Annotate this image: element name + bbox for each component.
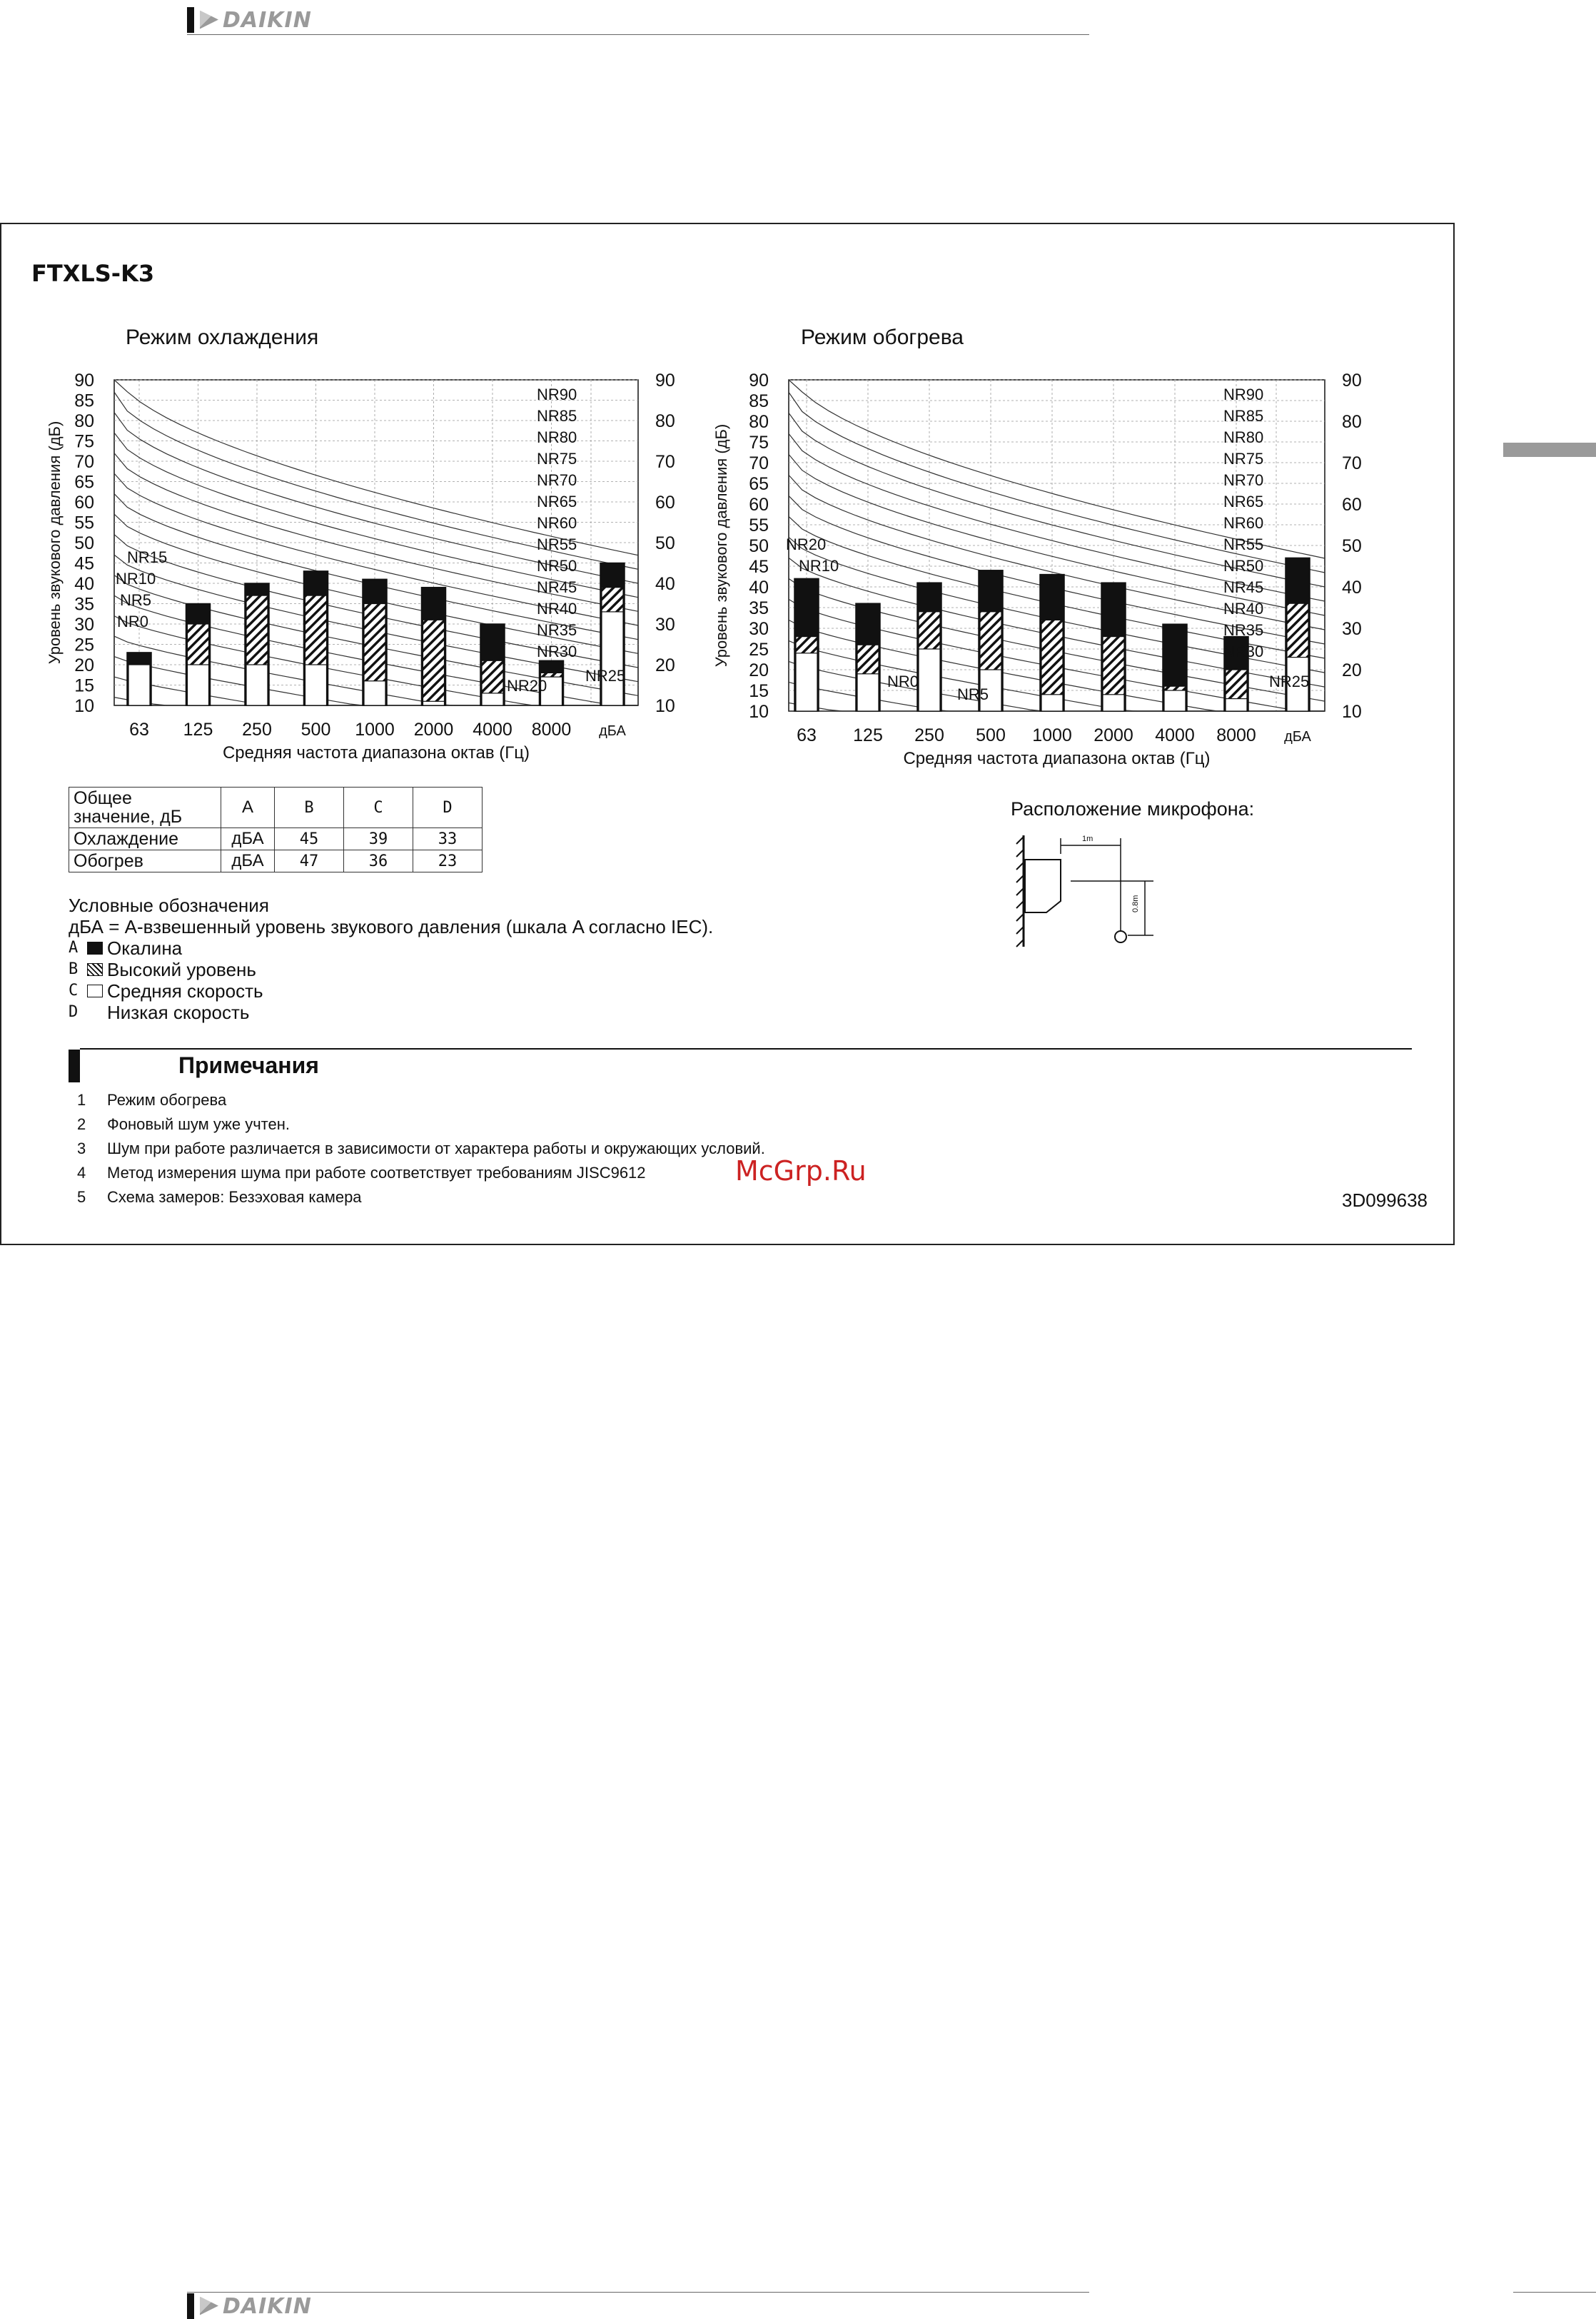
y-tick-label: 10 (749, 702, 769, 722)
y-tick-label: 25 (74, 635, 94, 655)
y-tick-label: 55 (749, 515, 769, 535)
footer-rule (187, 2292, 1089, 2293)
nr-label: NR20 (507, 677, 547, 695)
y-tick-label: 70 (749, 453, 769, 473)
x-axis-label: Средняя частота диапазона октав (Гц) (903, 749, 1211, 768)
cooling-chart-title: Режим охлаждения (126, 326, 319, 349)
y2-tick-label: 20 (1342, 660, 1362, 680)
y-tick-label: 40 (74, 574, 94, 594)
nr-label: NR55 (537, 535, 577, 553)
x-tick-label-dba: дБА (1284, 729, 1311, 745)
x-tick-label: 1000 (1032, 725, 1072, 745)
x-tick-label: 4000 (1155, 725, 1195, 745)
legend-label: Низкая скорость (107, 1002, 250, 1023)
legend-label: Средняя скорость (107, 980, 263, 1002)
y-tick-label: 75 (749, 433, 769, 453)
nr-label: NR75 (537, 450, 577, 468)
y-tick-label: 25 (749, 640, 769, 660)
y-tick-label: 45 (74, 553, 94, 574)
nr-label: NR60 (1223, 514, 1264, 532)
nr-label: NR70 (537, 471, 577, 489)
summary-row-label: Обогрев (69, 850, 221, 872)
nr-label: NR90 (1223, 386, 1264, 403)
nr-label: NR5 (957, 685, 989, 703)
y-tick-label: 65 (74, 472, 94, 493)
x-tick-label: 125 (183, 720, 213, 740)
y2-tick-label: 70 (655, 452, 675, 472)
nr-label: NR80 (1223, 428, 1264, 446)
y-tick-label: 30 (749, 619, 769, 639)
summary-row-label: Охлаждение (69, 828, 221, 850)
nr-label: NR60 (537, 514, 577, 532)
y2-tick-label: 50 (1342, 536, 1362, 556)
x-tick-label: 2000 (1094, 725, 1133, 745)
indoor-unit-icon (1025, 860, 1061, 912)
microphone-diagram (0, 0, 1596, 971)
nr-label: NR45 (537, 578, 577, 596)
y2-tick-label: 10 (1342, 702, 1362, 722)
y-tick-label: 30 (74, 615, 94, 635)
nr-label: NR30 (537, 643, 577, 660)
document-id: 3D099638 (1342, 1189, 1428, 1211)
y-tick-label: 35 (749, 598, 769, 618)
x-tick-label: 250 (914, 725, 944, 745)
note-item: 3 Шум при работе различается в зависимости от характера работы и окружающих условий. (77, 1140, 765, 1157)
microphone-icon (1115, 931, 1126, 942)
summary-header-label: Общее значение, дБ (69, 788, 221, 828)
summary-value: 47 (275, 850, 344, 872)
y-tick-label: 55 (74, 513, 94, 533)
summary-value: 39 (344, 828, 413, 850)
y-axis-label: Уровень звукового давления (дБ) (46, 421, 64, 665)
y2-tick-label: 40 (1342, 578, 1362, 598)
x-tick-label: 500 (300, 720, 331, 740)
mic-dist-horizontal: 1m (1082, 835, 1094, 843)
nr-label: NR85 (1223, 407, 1264, 425)
daikin-logo-icon (200, 2297, 218, 2315)
y2-tick-label: 20 (655, 655, 675, 675)
legend-label: Высокий уровень (107, 959, 256, 980)
nr-label: NR30 (1223, 643, 1264, 660)
y2-tick-label: 40 (655, 574, 675, 594)
white-swatch-icon (87, 985, 103, 997)
y-tick-label: 50 (74, 533, 94, 553)
nr-label: NR55 (1223, 535, 1264, 553)
x-tick-label: 250 (242, 720, 272, 740)
y-tick-label: 35 (74, 594, 94, 615)
y2-tick-label: 80 (1342, 412, 1362, 432)
footer-rule-right (1513, 2292, 1596, 2293)
legend-label: Окалина (107, 937, 183, 959)
nr-label: NR0 (117, 613, 149, 630)
y2-tick-label: 90 (655, 371, 675, 391)
summary-header-c: C (344, 788, 413, 828)
nr-label: NR25 (1269, 673, 1310, 690)
nr-label: NR85 (537, 407, 577, 425)
y-tick-label: 70 (74, 452, 94, 472)
x-tick-label: 2000 (413, 720, 454, 740)
notes-title: Примечания (178, 1052, 319, 1078)
nr-label: NR40 (537, 600, 577, 618)
heating-chart-title: Режим обогрева (801, 326, 964, 349)
x-tick-label: 8000 (1216, 725, 1256, 745)
footer-brand-text: DAIKIN (223, 2293, 312, 2319)
y2-tick-label: 50 (655, 533, 675, 553)
y-axis-label: Уровень звукового давления (дБ) (712, 423, 730, 668)
x-tick-label: 63 (129, 720, 149, 740)
summary-unit: дБА (221, 850, 275, 872)
legend-title: Условные обозначения (69, 895, 269, 916)
summary-header-b: B (275, 788, 344, 828)
x-tick-label: 63 (797, 725, 817, 745)
nr-label: NR65 (537, 493, 577, 510)
y-tick-label: 60 (74, 493, 94, 513)
y-tick-label: 20 (749, 660, 769, 680)
y-tick-label: 50 (749, 536, 769, 556)
x-tick-label: 4000 (473, 720, 512, 740)
summary-header-a: A (221, 788, 275, 828)
nr-label: NR65 (1223, 493, 1264, 510)
x-tick-label: 125 (853, 725, 883, 745)
nr-label: NR80 (537, 428, 577, 446)
y-tick-label: 80 (749, 412, 769, 432)
y2-tick-label: 80 (655, 411, 675, 431)
notes-list (77, 1088, 765, 1209)
legend-key: D (69, 1003, 79, 1021)
summary-value: 45 (275, 828, 344, 850)
x-axis-label: Средняя частота диапазона октав (Гц) (222, 743, 530, 763)
legend-item-low (69, 1002, 713, 1023)
nr-label: NR90 (537, 386, 577, 403)
nr-label: NR5 (120, 591, 152, 609)
x-tick-label: 500 (976, 725, 1006, 745)
nr-label: NR50 (537, 557, 577, 575)
x-tick-label: 1000 (355, 720, 395, 740)
nr-label: NR10 (116, 570, 156, 588)
y-tick-label: 75 (74, 431, 94, 452)
y-tick-label: 40 (749, 578, 769, 598)
nr-label: NR40 (1223, 600, 1264, 618)
y-tick-label: 10 (74, 696, 94, 716)
watermark: McGrp.Ru (735, 1155, 867, 1187)
header-brand-text: DAIKIN (223, 7, 312, 33)
y-tick-label: 15 (74, 675, 94, 696)
legend-key: B (69, 960, 79, 978)
legend-key: A (69, 939, 79, 957)
legend-dba-definition: дБА = A-взвешенный уровень звукового давления (шкала A согласно IEC). (69, 916, 714, 937)
y2-tick-label: 60 (655, 493, 675, 513)
note-item: 1 Режим обогрева (77, 1091, 227, 1109)
x-tick-label-dba: дБА (599, 723, 626, 739)
summary-value: 23 (413, 850, 483, 872)
y2-tick-label: 90 (1342, 371, 1362, 391)
y2-tick-label: 10 (655, 696, 675, 716)
y-tick-label: 85 (749, 391, 769, 411)
nr-label: NR25 (585, 667, 626, 685)
legend-key: C (69, 982, 79, 1000)
nr-label: NR0 (887, 673, 919, 690)
y-tick-label: 20 (74, 655, 94, 675)
y-tick-label: 60 (749, 495, 769, 515)
y2-tick-label: 60 (1342, 495, 1362, 515)
nr-label: NR35 (537, 621, 577, 639)
microphone-title: Расположение микрофона: (1011, 798, 1255, 820)
y2-tick-label: 70 (1342, 453, 1362, 473)
y-tick-label: 45 (749, 557, 769, 577)
nr-label: NR75 (1223, 450, 1264, 468)
y-tick-label: 90 (74, 371, 94, 391)
notes-bar (69, 1050, 80, 1082)
nr-label: NR35 (1223, 621, 1264, 639)
legend-item-medium (69, 980, 713, 1002)
summary-value: 33 (413, 828, 483, 850)
nr-label: NR50 (1223, 557, 1264, 575)
mic-dist-vertical: 0.8m (1131, 895, 1140, 912)
y-tick-label: 90 (749, 371, 769, 391)
y-tick-label: 65 (749, 474, 769, 494)
nr-label: NR45 (1223, 578, 1264, 596)
note-item: 5 Схема замеров: Безэховая камера (77, 1188, 362, 1206)
nr-label: NR20 (786, 535, 827, 553)
nr-label: NR15 (127, 548, 168, 566)
y2-tick-label: 30 (1342, 619, 1362, 639)
model-title: FTXLS-K3 (31, 260, 155, 287)
y-tick-label: 15 (749, 681, 769, 701)
summary-value: 36 (344, 850, 413, 872)
note-item: 4 Метод измерения шума при работе соответствует требованиям JISC9612 (77, 1164, 646, 1182)
y2-tick-label: 30 (655, 615, 675, 635)
note-item: 2 Фоновый шум уже учтен. (77, 1115, 290, 1133)
y-tick-label: 80 (74, 411, 94, 431)
nr-label: NR10 (799, 557, 839, 575)
nr-label: NR70 (1223, 471, 1264, 489)
x-tick-label: 8000 (531, 720, 572, 740)
summary-unit: дБА (221, 828, 275, 850)
notes-rule (80, 1048, 1412, 1050)
y-tick-label: 85 (74, 391, 94, 411)
summary-header-d: D (413, 788, 483, 828)
